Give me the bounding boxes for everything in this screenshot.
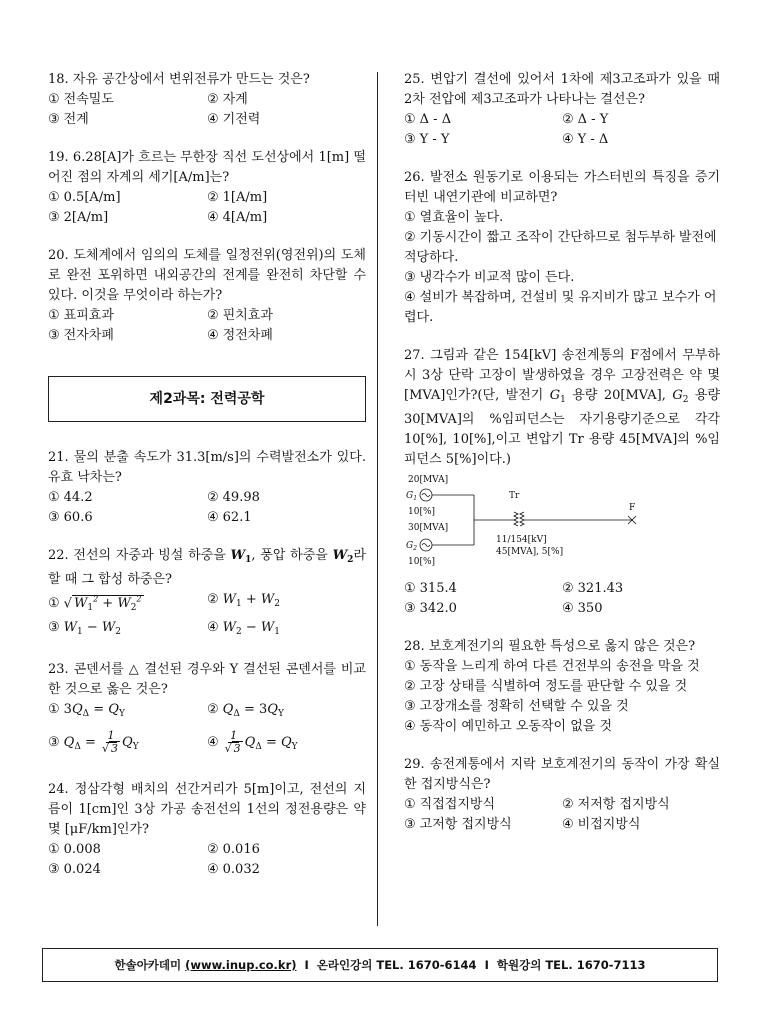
option-4: ④ $\frac{1}{√ 3}$ $Q_\Delta = Q_Y$ bbox=[207, 728, 298, 755]
option-4: ④ 기전력 bbox=[207, 112, 261, 127]
option-3: ③ 342.0 bbox=[404, 601, 457, 616]
option-2: ② 0.016 bbox=[207, 842, 260, 858]
transformer-symbol bbox=[514, 512, 524, 526]
option-2: ② 1[A/m] bbox=[207, 190, 268, 205]
option-3: ③ 고장개소를 정확히 선택할 수 있을 것 bbox=[404, 699, 629, 714]
option-1: ① 0.5[A/m] bbox=[48, 190, 121, 205]
question-26 bbox=[404, 168, 720, 328]
question-stem: 19. 6.28[A]가 흐르는 무한장 직선 도선상에서 1[m] 떨어진 점의 자계의 세기[A/m]는? bbox=[48, 150, 366, 185]
option-2: ② $Q_\Delta = 3Q_Y$ bbox=[207, 702, 284, 720]
options bbox=[404, 795, 720, 835]
option-3: ③ 2[A/m] bbox=[48, 210, 109, 225]
option-1: ① 315.4 bbox=[404, 581, 457, 596]
section-title: 제2과목: 전력공학 bbox=[48, 376, 366, 422]
option-1: ① 44.2 bbox=[48, 490, 93, 505]
formula-sqrt: √ $W_1^2 + W_2^2$ bbox=[63, 595, 142, 614]
options bbox=[48, 590, 366, 642]
option-4: ④ 동작이 예민하고 오동작이 없을 것 bbox=[404, 719, 612, 734]
option-4: ④ Y - Δ bbox=[562, 132, 609, 147]
question-29 bbox=[404, 755, 720, 835]
formula: $W_1 - W_2$ bbox=[63, 620, 122, 638]
question-stem: 25. 변압기 결선에 있어서 1차에 제3고조파가 있을 때 2차 전압에 제3고조파가 나타나는 결선은? bbox=[404, 72, 720, 107]
question-25 bbox=[404, 70, 720, 150]
option-1: ① 0.008 bbox=[48, 842, 101, 858]
option-4: ④ 62.1 bbox=[207, 510, 252, 525]
w1-symbol: $W_1$ bbox=[230, 548, 252, 565]
g1-symbol: $G_1$ bbox=[549, 388, 566, 405]
formula: $Q_\Delta$ = $\frac{1}{√ 3}$ $Q_Y$ bbox=[63, 728, 139, 755]
option-2: ② 저저항 접지방식 bbox=[562, 797, 670, 812]
option-1: ① 전속밀도 bbox=[48, 92, 114, 107]
formula: $\frac{1}{√ 3}$ $Q_\Delta = Q_Y$ bbox=[224, 728, 298, 755]
option-3: ③ 전자차폐 bbox=[48, 328, 114, 343]
options bbox=[404, 579, 720, 619]
column-divider bbox=[377, 72, 378, 926]
option-4: ④ 4[A/m] bbox=[207, 210, 268, 225]
options bbox=[48, 90, 366, 130]
right-column bbox=[404, 70, 720, 853]
question-28 bbox=[404, 637, 720, 737]
footer-separator: I bbox=[484, 958, 489, 972]
option-2: ② $W_1 + W_2$ bbox=[207, 592, 281, 609]
option-2: ② 핀치효과 bbox=[207, 308, 273, 323]
option-2: ② 기동시간이 짧고 조작이 간단하므로 첨두부하 발전에 적당하다. bbox=[404, 230, 717, 265]
formula: $W_2 - W_1$ bbox=[222, 620, 281, 638]
formula: $Q_\Delta = 3Q_Y$ bbox=[222, 702, 284, 720]
footer-banner bbox=[42, 948, 718, 982]
option-2: ② 49.98 bbox=[207, 490, 260, 505]
options bbox=[48, 188, 366, 228]
option-1: ① 직접접지방식 bbox=[404, 797, 496, 812]
g2-rating: 30[MVA] bbox=[408, 523, 449, 533]
transformer-rating: 45[MVA], 5[%] bbox=[496, 547, 564, 557]
option-1: ① 표피효과 bbox=[48, 308, 114, 323]
option-3: ③ $Q_\Delta$ = $\frac{1}{√ 3}$ $Q_Y$ bbox=[48, 728, 139, 755]
option-3: ③ 냉각수가 비교적 많이 든다. bbox=[404, 270, 575, 285]
g2-symbol: $G_2$ bbox=[672, 388, 689, 405]
option-4: ④ 정전차폐 bbox=[207, 328, 273, 343]
g1-impedance: 10[%] bbox=[408, 507, 436, 517]
formula: $3Q_\Delta = Q_Y$ bbox=[63, 702, 125, 720]
option-2: ② 고장 상태를 식별하여 정도를 판단할 수 있을 것 bbox=[404, 679, 688, 694]
transformer-ratio: 11/154[kV] bbox=[496, 535, 547, 545]
question-stem: 18. 자유 공간상에서 변위전류가 만드는 것은? bbox=[48, 72, 310, 87]
option-1: ① 열효율이 높다. bbox=[404, 210, 504, 225]
question-24 bbox=[48, 780, 366, 880]
footer-online-phone: 온라인강의 TEL. 1670-6144 bbox=[316, 958, 477, 972]
question-27 bbox=[404, 346, 720, 619]
w2-symbol: $W_2$ bbox=[332, 548, 354, 565]
fault-label: F bbox=[629, 503, 636, 513]
options bbox=[404, 208, 720, 328]
options bbox=[48, 700, 366, 762]
question-stem: 23. 콘덴서를 △ 결선된 경우와 Y 결선된 콘덴서를 비교한 것으로 옳은 것은? bbox=[48, 662, 366, 698]
options bbox=[48, 840, 366, 880]
question-21 bbox=[48, 448, 366, 528]
option-3: ③ 0.024 bbox=[48, 862, 101, 878]
left-column bbox=[48, 70, 366, 898]
option-3: ③ 60.6 bbox=[48, 510, 93, 525]
question-23 bbox=[48, 660, 366, 762]
question-stem: 28. 보호계전기의 필요한 특성으로 옳지 않은 것은? bbox=[404, 639, 696, 654]
question-20 bbox=[48, 246, 366, 346]
g2-impedance: 10[%] bbox=[408, 557, 436, 567]
question-stem: 29. 송전계통에서 지락 보호계전기의 동작이 가장 확실한 접지방식은? bbox=[404, 757, 720, 792]
option-1: ① √ $W_1^2 + W_2^2$ bbox=[48, 595, 142, 614]
question-stem: 22. 전선의 자중과 빙설 하중을 $W_1$, 풍압 하중을 $W_2$라 할 때 그 합성 하중은? bbox=[48, 548, 366, 587]
question-18 bbox=[48, 70, 366, 130]
option-1: ① Δ - Δ bbox=[404, 112, 452, 127]
option-4: ④ 0.032 bbox=[207, 862, 260, 878]
question-stem: 20. 도체계에서 임의의 도체를 일정전위(영전위)의 도체로 완전 포위하면 내외공간의 전계를 완전히 차단할 수 있다. 이것을 무엇이라 하는가? bbox=[48, 248, 366, 303]
formula: $W_1 + W_2$ bbox=[222, 592, 281, 609]
option-3: ③ 고저항 접지방식 bbox=[404, 817, 512, 832]
question-stem: 24. 정삼각형 배치의 선간거리가 5[m]이고, 전선의 지름이 1[cm]인 3상 가공 송전선의 1선의 정전용량은 약 몇 [μF/km]인가? bbox=[48, 782, 366, 838]
question-stem: 26. 발전소 원동기로 이용되는 가스터빈의 특징을 증기터빈 내연기관에 비교하면? bbox=[404, 170, 720, 205]
option-4: ④ 비접지방식 bbox=[562, 817, 641, 832]
g1-label: $G_1$ bbox=[406, 491, 418, 502]
option-3: ③ Y - Y bbox=[404, 132, 450, 147]
question-stem: 27. 그림과 같은 154[kV] 송전계통의 F점에서 무부하시 3상 단락 고장이 발생하였을 경우 고장전력은 약 몇 [MVA]인가?(단, 발전기 $G_1$ 용량 20[MVA], $G_2$ 용량 30[MVA]의 %임피던스는 자기용량기준으로 각각 10[%], 10[%],이고 변압기 Tr 용량 45[MVA]의 %임피던스 5[%]이다.) bbox=[404, 348, 721, 467]
options bbox=[404, 657, 720, 737]
option-1: ① $3Q_\Delta = Q_Y$ bbox=[48, 702, 125, 720]
option-2: ② 자계 bbox=[207, 92, 248, 107]
question-19 bbox=[48, 148, 366, 228]
footer-separator: I bbox=[304, 958, 309, 972]
g1-rating: 20[MVA] bbox=[408, 475, 449, 485]
options bbox=[48, 488, 366, 528]
option-3: ③ 전계 bbox=[48, 112, 89, 127]
option-4: ④ 설비가 복잡하며, 건설비 및 유지비가 많고 보수가 어렵다. bbox=[404, 290, 717, 325]
footer-brand: 한솔아카데미 bbox=[114, 958, 182, 972]
options bbox=[48, 306, 366, 346]
footer-url-link[interactable]: (www.inup.co.kr) bbox=[185, 958, 297, 972]
question-22 bbox=[48, 546, 366, 642]
transformer-label: Tr bbox=[509, 491, 520, 501]
option-2: ② Δ - Y bbox=[562, 112, 609, 127]
g2-label: $G_2$ bbox=[406, 541, 418, 552]
option-3: ③ $W_1 - W_2$ bbox=[48, 620, 122, 638]
option-4: ④ $W_2 - W_1$ bbox=[207, 620, 281, 638]
question-stem: 21. 물의 분출 속도가 31.3[m/s]의 수력발전소가 있다. 유효 낙차는? bbox=[48, 450, 366, 485]
options bbox=[404, 110, 720, 150]
option-2: ② 321.43 bbox=[562, 581, 624, 596]
option-4: ④ 350 bbox=[562, 601, 603, 616]
option-1: ① 동작을 느리게 하여 다른 건전부의 송전을 막을 것 bbox=[404, 659, 700, 674]
footer-academy-phone: 학원강의 TEL. 1670-7113 bbox=[496, 958, 646, 972]
power-system-diagram bbox=[404, 472, 664, 568]
